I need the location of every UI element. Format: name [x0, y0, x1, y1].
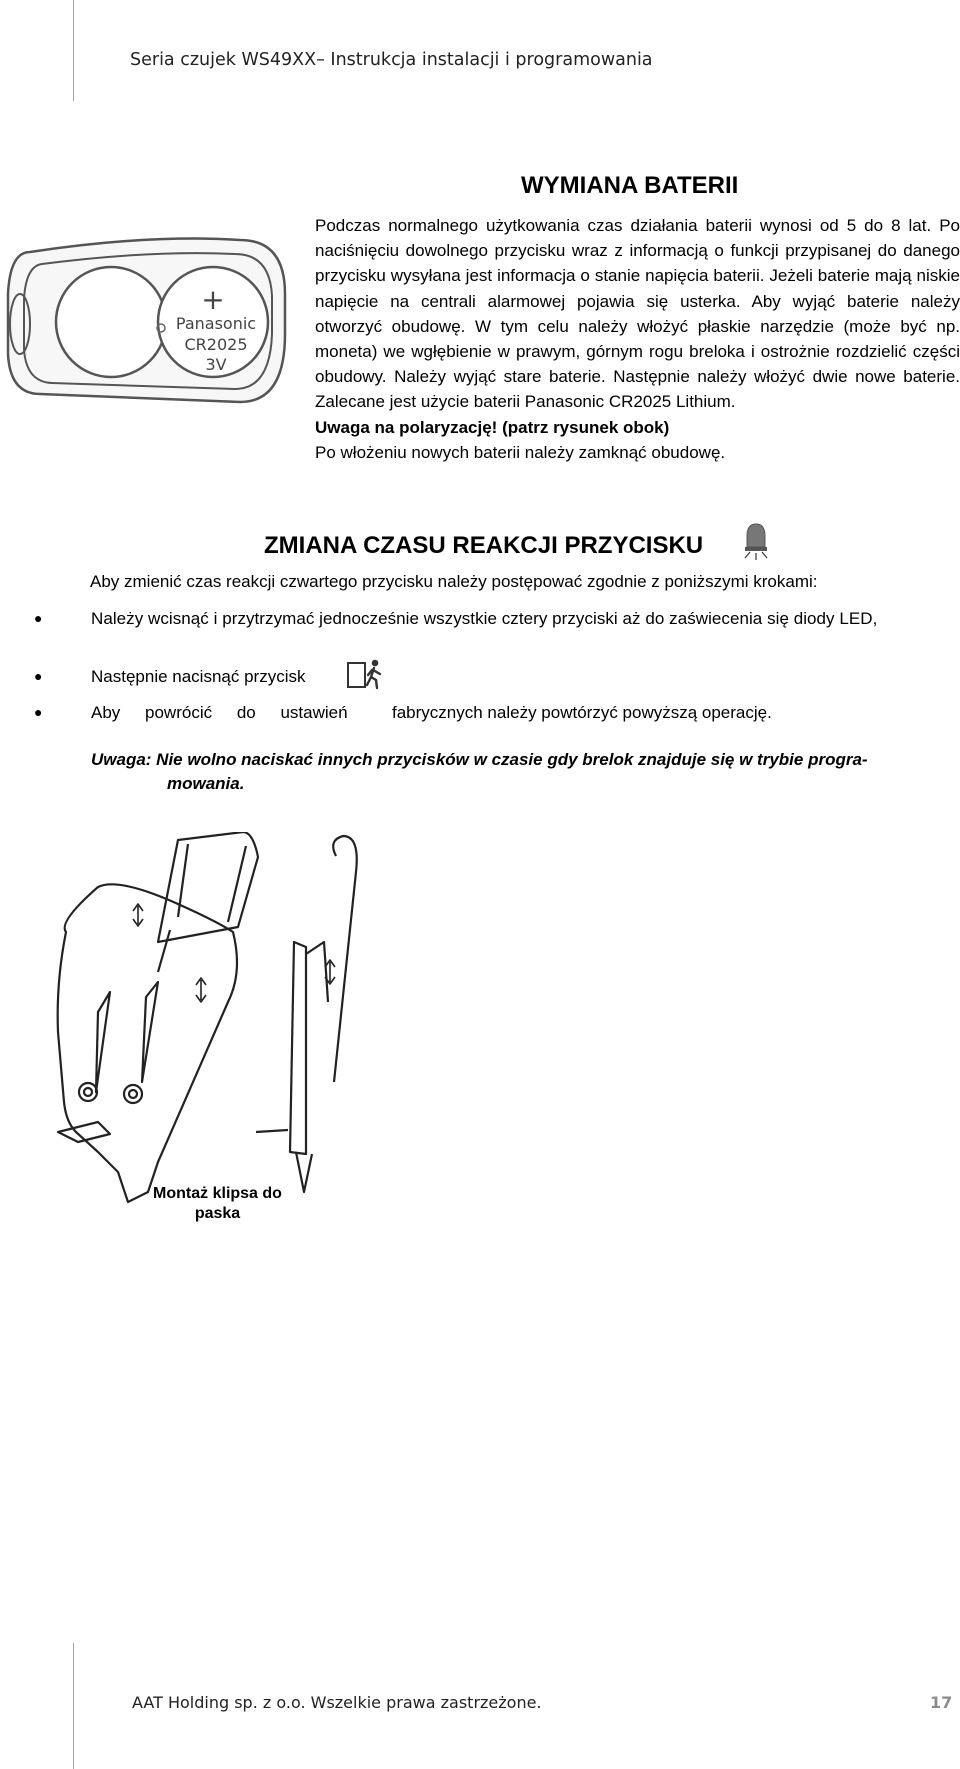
caption-line-2: paska — [194, 1205, 241, 1222]
bullet-icon: ● — [34, 610, 43, 626]
battery-brand-label: Panasonic — [175, 314, 257, 333]
step-2-text: Następnie nacisnąć przycisk — [91, 667, 306, 686]
bullet-icon: ● — [34, 668, 43, 684]
step-3-text-start: Aby powrócić do ustawień — [91, 703, 348, 722]
battery-voltage-label: 3V — [205, 355, 227, 374]
closing-note: Po włożeniu nowych baterii należy zamknąć obudowę. — [315, 442, 726, 462]
page-number: 17 — [930, 1693, 953, 1712]
reaction-intro: Aby zmienić czas reakcji czwartego przycisku należy postępować zgodnie z poniższymi krokami: — [90, 572, 818, 591]
warning-note — [91, 748, 959, 796]
polarity-note: Uwaga na polaryzację! (patrz rysunek obok) — [315, 417, 670, 437]
step-1-text: Należy wcisnąć i przytrzymać jednocześnie wszystkie cztery przyciski aż do zaświecenia się diody LED, — [91, 609, 878, 628]
battery-plus-sign: + — [201, 283, 225, 316]
figure-caption — [140, 1184, 295, 1224]
header-divider-line — [73, 0, 74, 101]
alarm-siren-icon — [738, 521, 774, 561]
walking-person-icon — [347, 658, 389, 690]
battery-model-label: CR2025 — [184, 335, 248, 354]
battery-section-body — [315, 213, 960, 465]
belt-clip-illustration — [38, 832, 378, 1212]
step-3-text-end: fabrycznych należy powtórzyć powyższą operację. — [392, 703, 772, 722]
bullet-icon: ● — [34, 704, 43, 720]
footer-text: AAT Holding sp. z o.o. Wszelkie prawa zastrzeżone. — [132, 1693, 542, 1712]
warning-line-1: Uwaga: Nie wolno naciskać innych przycisków w czasie gdy brelok znajduje się w trybie progra- — [91, 750, 868, 769]
caption-line-1: Montaż klipsa do — [153, 1185, 282, 1202]
header-title: Seria czujek WS49XX– Instrukcja instalacji i programowania — [130, 50, 653, 70]
warning-line-2: mowania. — [167, 774, 245, 793]
battery-main-text: Podczas normalnego użytkowania czas działania baterii wynosi od 5 do 8 lat. Po naciśnięciu dowolnego przycisku wraz z informacją o funkcji przypisanej do danego przycisku wysyłana jest informacja o stanie napięcia baterii. Jeżeli baterie mają niskie napięcie na centrali alarmowej pojawia się usterka. Aby wyjąć baterie należy otworzyć obudowę. W tym celu należy włożyć płaskie narzędzie (może być np. moneta) we wgłębienie w prawym, górnym rogu breloka i ostrożnie rozdzielić części obudowy. Należy wyjąć stare baterie. Następnie należy włożyć dwie nowe baterie. Zalecane jest użycie baterii Panasonic CR2025 Lithium. — [315, 216, 960, 412]
remote-battery-illustration — [0, 234, 290, 408]
battery-section-heading: WYMIANA BATERII — [521, 172, 739, 199]
footer-divider-line — [73, 1643, 74, 1769]
reaction-section-heading: ZMIANA CZASU REAKCJI PRZYCISKU — [264, 532, 704, 559]
